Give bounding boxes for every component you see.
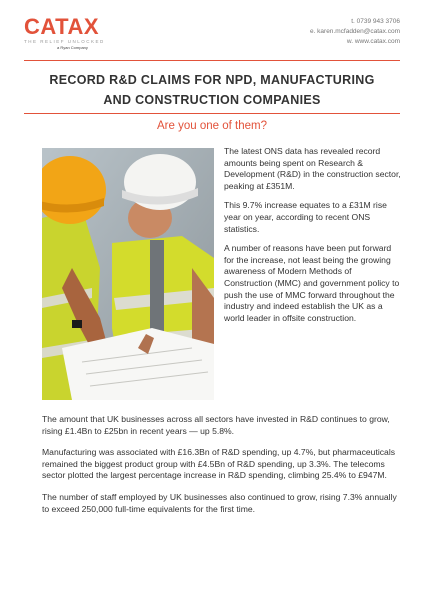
logo-tagline: THE RELIEF UNLOCKED (24, 39, 105, 44)
title-line-2: AND CONSTRUCTION COMPANIES (103, 93, 321, 107)
logo-wordmark: CATAX (24, 14, 100, 39)
logo-company: a Ryan Company (57, 45, 88, 50)
body-paragraph: Manufacturing was associated with £16.3Bn of R&D spending, up 4.7%, but pharmaceuticals remained the biggest product group with £4.5Bn of R&D spending, up 3.3%. The telecoms sector plotted the largest percentage increase in R&D spending, climbing 25.4% to £947M. (42, 447, 396, 481)
construction-workers-photo (42, 148, 214, 400)
intro-paragraph: The latest ONS data has revealed record amounts being spent on Research & Development (R&D) in the construction sector, peaking at £351M. (224, 146, 401, 191)
construction-workers-illustration (42, 148, 214, 400)
contact-phone: t. 0739 943 3706 (351, 18, 400, 25)
article-body (42, 414, 404, 525)
article-title (24, 70, 400, 110)
contact-email[interactable]: e. karen.mcfadden@catax.com (309, 28, 400, 35)
contact-web[interactable]: w. www.catax.com (346, 38, 400, 45)
article-subtitle: Are you one of them? (157, 120, 267, 132)
title-bottom-divider (24, 113, 400, 114)
title-line-1: RECORD R&D CLAIMS FOR NPD, MANUFACTURING (49, 73, 375, 87)
body-paragraph: The amount that UK businesses across all sectors have invested in R&D continues to grow, rising £1.4Bn to £25bn in recent years — up 5.8%. (42, 414, 390, 436)
body-paragraph: The number of staff employed by UK businesses also continued to grow, rising 7.3% annually to exceed 250,000 full-time equivalents for the first time. (42, 491, 397, 514)
contact-block (310, 17, 400, 47)
intro-paragraph: A number of reasons have been put forward for the increase, not least being the growing awareness of Modern Methods of Construction (MMC) and government policy to push the use of MMC forward throughout the industry and indeed establish the UK as a world leader in offsite construction. (224, 243, 400, 323)
title-top-divider (24, 60, 400, 61)
catax-logo (24, 16, 105, 50)
intro-column (224, 146, 402, 332)
intro-paragraph: This 9.7% increase equates to a £31M rise year on year, according to recent ONS statistics. (224, 200, 387, 234)
